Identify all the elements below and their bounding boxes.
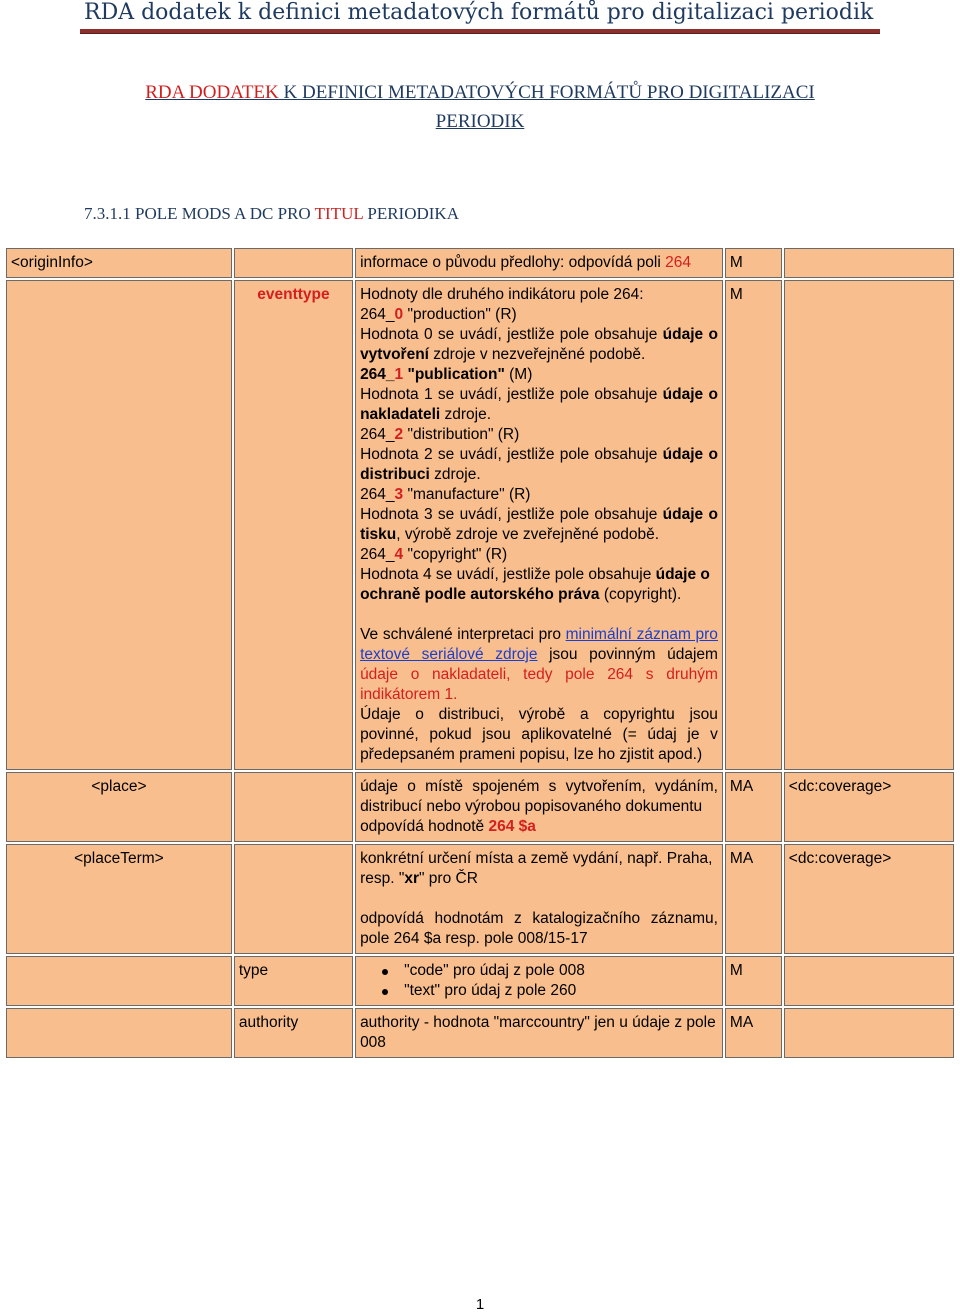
table-row	[6, 280, 954, 770]
minimal-record-link[interactable]: minimální záznam pro textové seriálové zdroje	[360, 626, 718, 663]
cell-element: <originInfo>	[6, 248, 232, 278]
section-suffix: PERIODIKA	[363, 204, 459, 223]
value-3: 264_3 "manufacture" (R)	[360, 486, 531, 503]
cell-element	[6, 956, 232, 1006]
cell-element	[6, 1008, 232, 1058]
list-item: "text" pro údaj z pole 260	[382, 981, 718, 1001]
cell-dc	[784, 248, 954, 278]
cell-attribute: type	[234, 956, 353, 1006]
cell-description	[355, 772, 723, 842]
value-0-desc: Hodnota 0 se uvádí, jestliže pole obsahuje údaje o vytvoření zdroje v nezveřejněné podobě.	[360, 326, 718, 363]
section-prefix: 7.3.1.1 POLE MODS A DC PRO	[84, 204, 315, 223]
value-4: 264_4 "copyright" (R)	[360, 546, 508, 563]
cell-dc	[784, 1008, 954, 1058]
cell-attribute	[234, 772, 353, 842]
value-2: 264_2 "distribution" (R)	[360, 426, 520, 443]
cell-attribute	[234, 844, 353, 954]
cell-obligation: M	[725, 280, 782, 770]
cell-description	[355, 248, 723, 278]
cell-attribute	[234, 248, 353, 278]
section-red: TITUL	[314, 204, 364, 223]
cell-obligation: MA	[725, 1008, 782, 1058]
distribution-note: Údaje o distribuci, výrobě a copyrightu jsou povinné, pokud jsou aplikovatelné (= údaj je v předepsaném prameni popisu, lze ho zjistit apod.)	[360, 706, 718, 763]
value-0: 264_0 "production" (R)	[360, 306, 517, 323]
mods-dc-table	[4, 246, 956, 1060]
cell-obligation: M	[725, 956, 782, 1006]
section-heading	[84, 204, 459, 224]
minimal-record-note: Ve schválené interpretaci pro minimální záznam pro textové seriálové zdroje jsou povinným údajem údaje o nakladateli, tedy pole 264 s druhým indikátorem 1.	[360, 626, 718, 703]
cell-element: <placeTerm>	[6, 844, 232, 954]
list-item: "code" pro údaj z pole 008	[382, 961, 718, 981]
table-row	[6, 844, 954, 954]
table-row	[6, 248, 954, 278]
cell-element: <place>	[6, 772, 232, 842]
cell-obligation: MA	[725, 844, 782, 954]
value-3-desc: Hodnota 3 se uvádí, jestliže pole obsahuje údaje o tisku, výrobě zdroje ve zveřejněné podobě.	[360, 506, 718, 543]
cell-description	[355, 280, 723, 770]
cell-description	[355, 844, 723, 954]
eventtype-intro: Hodnoty dle druhého indikátoru pole 264:	[360, 286, 644, 303]
title-line2: PERIODIK	[435, 111, 525, 132]
table-row	[6, 772, 954, 842]
cell-obligation: MA	[725, 772, 782, 842]
value-1-desc: Hodnota 1 se uvádí, jestliže pole obsahuje údaje o nakladateli zdroje.	[360, 386, 718, 423]
cell-obligation: M	[725, 248, 782, 278]
place-desc: údaje o místě spojeném s vytvořením, vydáním, distribucí nebo výrobou popisovaného dokumentu	[360, 778, 718, 815]
running-header: RDA dodatek k definici metadatových formátů pro digitalizaci periodik	[84, 0, 874, 25]
cell-dc: <dc:coverage>	[784, 844, 954, 954]
title-red-part: RDA DODATEK	[145, 82, 279, 103]
document-title	[80, 78, 880, 136]
cell-dc	[784, 280, 954, 770]
title-rest: K DEFINICI METADATOVÝCH FORMÁTŮ PRO DIGITALIZACI	[278, 82, 815, 103]
table-row	[6, 956, 954, 1006]
cell-dc	[784, 956, 954, 1006]
value-2-desc: Hodnota 2 se uvádí, jestliže pole obsahuje údaje o distribuci zdroje.	[360, 446, 718, 483]
desc-text: informace o původu předlohy: odpovídá poli	[360, 254, 661, 271]
bullet-icon	[382, 969, 388, 975]
desc-field-ref: 264	[665, 254, 691, 271]
cell-description	[355, 956, 723, 1006]
value-1: 264_1 "publication" (M)	[360, 366, 533, 383]
placeterm-mapping: odpovídá hodnotám z katalogizačního záznamu, pole 264 $a resp. pole 008/15-17	[360, 910, 718, 947]
cell-attribute: eventtype	[234, 280, 353, 770]
type-list	[360, 961, 718, 1001]
place-mapping: odpovídá hodnotě 264 $a	[360, 818, 536, 835]
table-row	[6, 1008, 954, 1058]
value-4-desc: Hodnota 4 se uvádí, jestliže pole obsahuje údaje o ochraně podle autorského práva (copyright).	[360, 566, 710, 603]
cell-description: authority - hodnota "marccountry" jen u údaje z pole 008	[355, 1008, 723, 1058]
cell-dc: <dc:coverage>	[784, 772, 954, 842]
bullet-icon	[382, 989, 388, 995]
page-number: 1	[475, 1296, 485, 1313]
cell-element	[6, 280, 232, 770]
header-rule	[80, 29, 880, 34]
placeterm-desc: konkrétní určení místa a země vydání, např. Praha, resp. "xr" pro ČR	[360, 850, 713, 887]
cell-attribute: authority	[234, 1008, 353, 1058]
